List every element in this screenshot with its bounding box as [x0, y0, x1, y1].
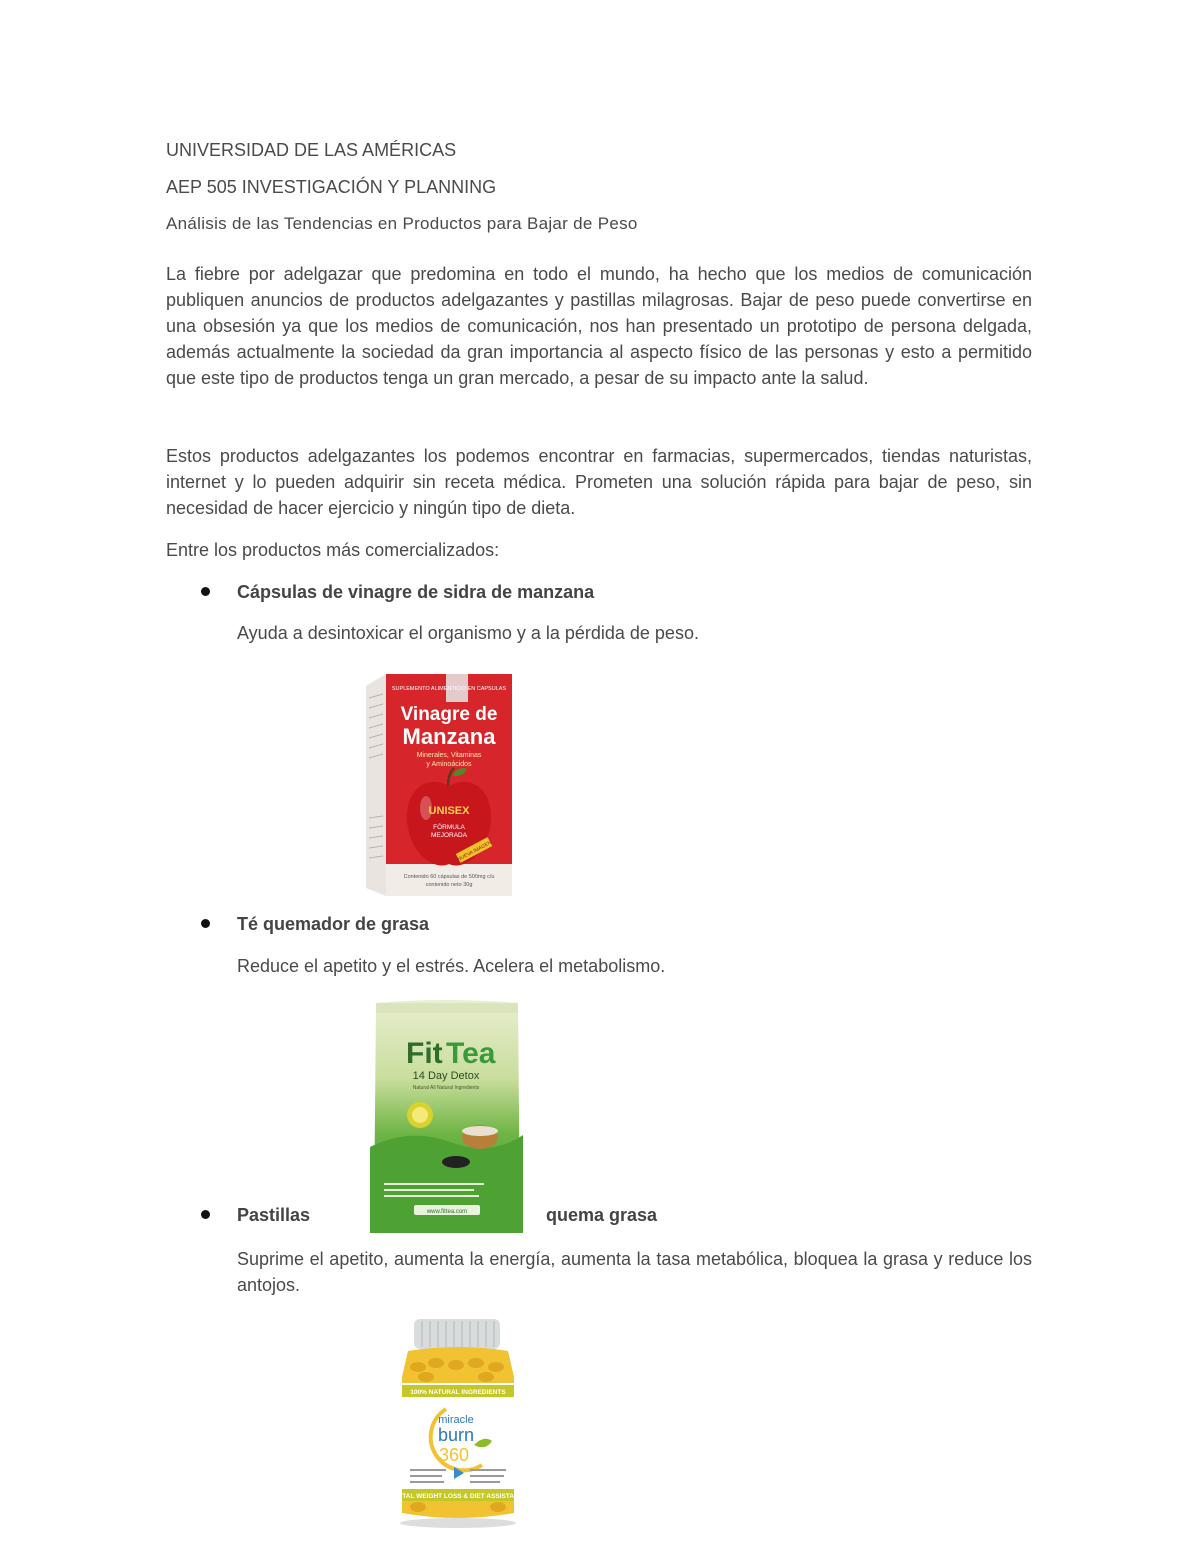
bullet-icon	[201, 1210, 210, 1219]
fittea-tagline: 14 Day Detox	[412, 1070, 480, 1082]
vinegar-formula1: FÓRMULA	[433, 824, 465, 831]
vinegar-top-text: SUPLEMENTO ALIMENTICIO EN CAPSULAS	[391, 686, 507, 692]
bottle-bottom-band: TOTAL WEIGHT LOSS & DIET ASSISTANT	[393, 1493, 523, 1500]
course-title: AEP 505 INVESTIGACIÓN Y PLANNING	[166, 177, 497, 197]
bottle-brand3: 360	[438, 1445, 470, 1465]
vinegar-sticker: NUEVA IMAGEN	[456, 839, 493, 863]
fittea-detox-image	[370, 997, 523, 1233]
product-desc-vinegar: Ayuda a desintoxicar el organismo y a la pérdida de peso.	[237, 623, 699, 643]
product-title-pills-left: Pastillas	[237, 1205, 311, 1225]
paragraph-intro: La fiebre por adelgazar que predomina en todo el mundo, ha hecho que los medios de comunicación publiquen anuncios de productos adelgazantes y pastillas milagrosas. Bajar de peso puede convertirse en una obsesión ya que los medios de comunicación, nos han presentado un prototipo de persona delgada, además actualmente la sociedad da gran importancia al aspecto físico de las personas y esto a permitido que este tipo de productos tenga un gran mercado, a pesar de su impacto ante la salud.	[166, 264, 1032, 388]
product-desc-pills: Suprime el apetito, aumenta la energía, aumenta la tasa metabólica, bloquea la grasa y reduce los antojos.	[237, 1249, 1032, 1295]
bullet-icon	[201, 587, 210, 596]
bottle-brand1: miracle	[438, 1414, 474, 1426]
vinegar-brand-line1: Vinagre de	[400, 704, 498, 725]
vinegar-sub2: y Aminoácidos	[426, 761, 472, 768]
paragraph-market: Estos productos adelgazantes los podemos encontrar en farmacias, supermercados, tiendas naturistas, internet y lo pueden adquirir sin receta médica. Prometen una solución rápida para bajar de peso, sin necesidad de hacer ejercicio y ningún tipo de dieta.	[166, 446, 1032, 518]
product-title-vinegar: Cápsulas de vinagre de sidra de manzana	[237, 582, 595, 602]
vinegar-badge: UNISEX	[428, 805, 470, 817]
fittea-small: Natural All Natural Ingredients	[412, 1085, 480, 1091]
bottle-brand2: burn	[437, 1425, 475, 1445]
product-title-pills-right: quema grasa	[546, 1205, 658, 1225]
fittea-url: www.fittea.com	[426, 1209, 468, 1215]
product-desc-tea: Reduce el apetito y el estrés. Acelera el metabolismo.	[237, 956, 666, 976]
products-intro: Entre los productos más comercializados:	[166, 540, 500, 560]
vinegar-formula2: MEJORADA	[430, 832, 468, 839]
vinegar-footer2: contenido neto 30g	[425, 882, 473, 888]
vinegar-footer1: Contenido 60 cápsulas de 500mg c/u	[403, 874, 495, 880]
university-name: UNIVERSIDAD DE LAS AMÉRICAS	[166, 140, 457, 160]
bottle-band: 100% NATURAL INGREDIENTS	[410, 1389, 506, 1396]
product-title-tea: Té quemador de grasa	[237, 914, 430, 934]
fittea-brand-fit: Fit	[406, 1037, 443, 1070]
bullet-icon	[201, 919, 210, 928]
fittea-brand-tea: Tea	[446, 1037, 496, 1070]
vinegar-brand-line2: Manzana	[402, 724, 496, 749]
miracle-burn-bottle-image	[370, 1317, 546, 1529]
vinegar-capsules-image	[362, 668, 522, 904]
document-subtitle: Análisis de las Tendencias en Productos para Bajar de Peso	[166, 214, 638, 233]
vinegar-sub1: Minerales, Vitaminas	[416, 752, 482, 759]
